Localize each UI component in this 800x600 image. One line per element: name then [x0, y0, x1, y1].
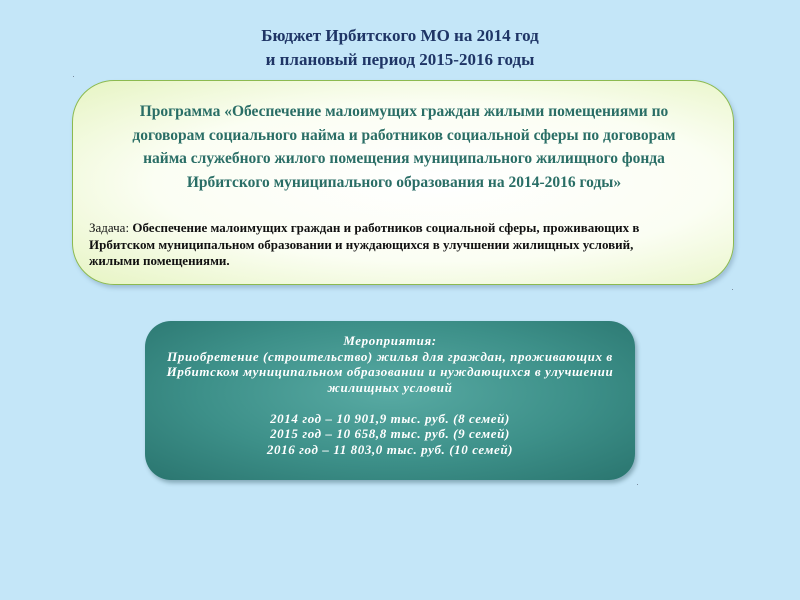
- events-item-2016: 2016 год – 11 803,0 тыс. руб. (10 семей): [266, 441, 514, 457]
- events-box: [145, 321, 635, 480]
- task-description: Обеспечение малоимущих граждан и работников социальной сферы, проживающих в Ирбитском муниципальном образовании и нуждающихся в улучшении жилищных условий, жилыми помещениями.: [89, 220, 640, 268]
- program-box: [72, 80, 734, 285]
- program-task: [89, 220, 669, 270]
- slide-title: [0, 24, 800, 72]
- slide-title-line-1: Бюджет Ирбитского МО на 2014 год: [261, 26, 539, 45]
- decorative-dot: [73, 76, 74, 77]
- program-title: Программа «Обеспечение малоимущих граждан жилыми помещениями по договорам социального найма и работников социальной сферы по договорам найма служебного жилого помещения муниципального жилищного фонда Ирбитского муниципального образования на 2014-2016 годы»: [132, 103, 676, 191]
- events-item-2015: 2015 год – 10 658,8 тыс. руб. (9 семей): [270, 426, 510, 441]
- decorative-dot: [732, 289, 733, 290]
- slide-title-line-2: и плановый период 2015-2016 годы: [265, 50, 535, 69]
- events-description: Приобретение (строительство) жилья для граждан, проживающих в Ирбитском муниципальном образовании и нуждающихся в улучшении жилищных условий: [166, 348, 614, 395]
- events-spacer: [145, 395, 635, 411]
- decorative-dot: [637, 484, 638, 485]
- task-label: Задача:: [89, 220, 130, 235]
- events-item-2014: 2014 год – 10 901,9 тыс. руб. (8 семей): [270, 410, 510, 426]
- events-heading: Мероприятия:: [343, 333, 437, 348]
